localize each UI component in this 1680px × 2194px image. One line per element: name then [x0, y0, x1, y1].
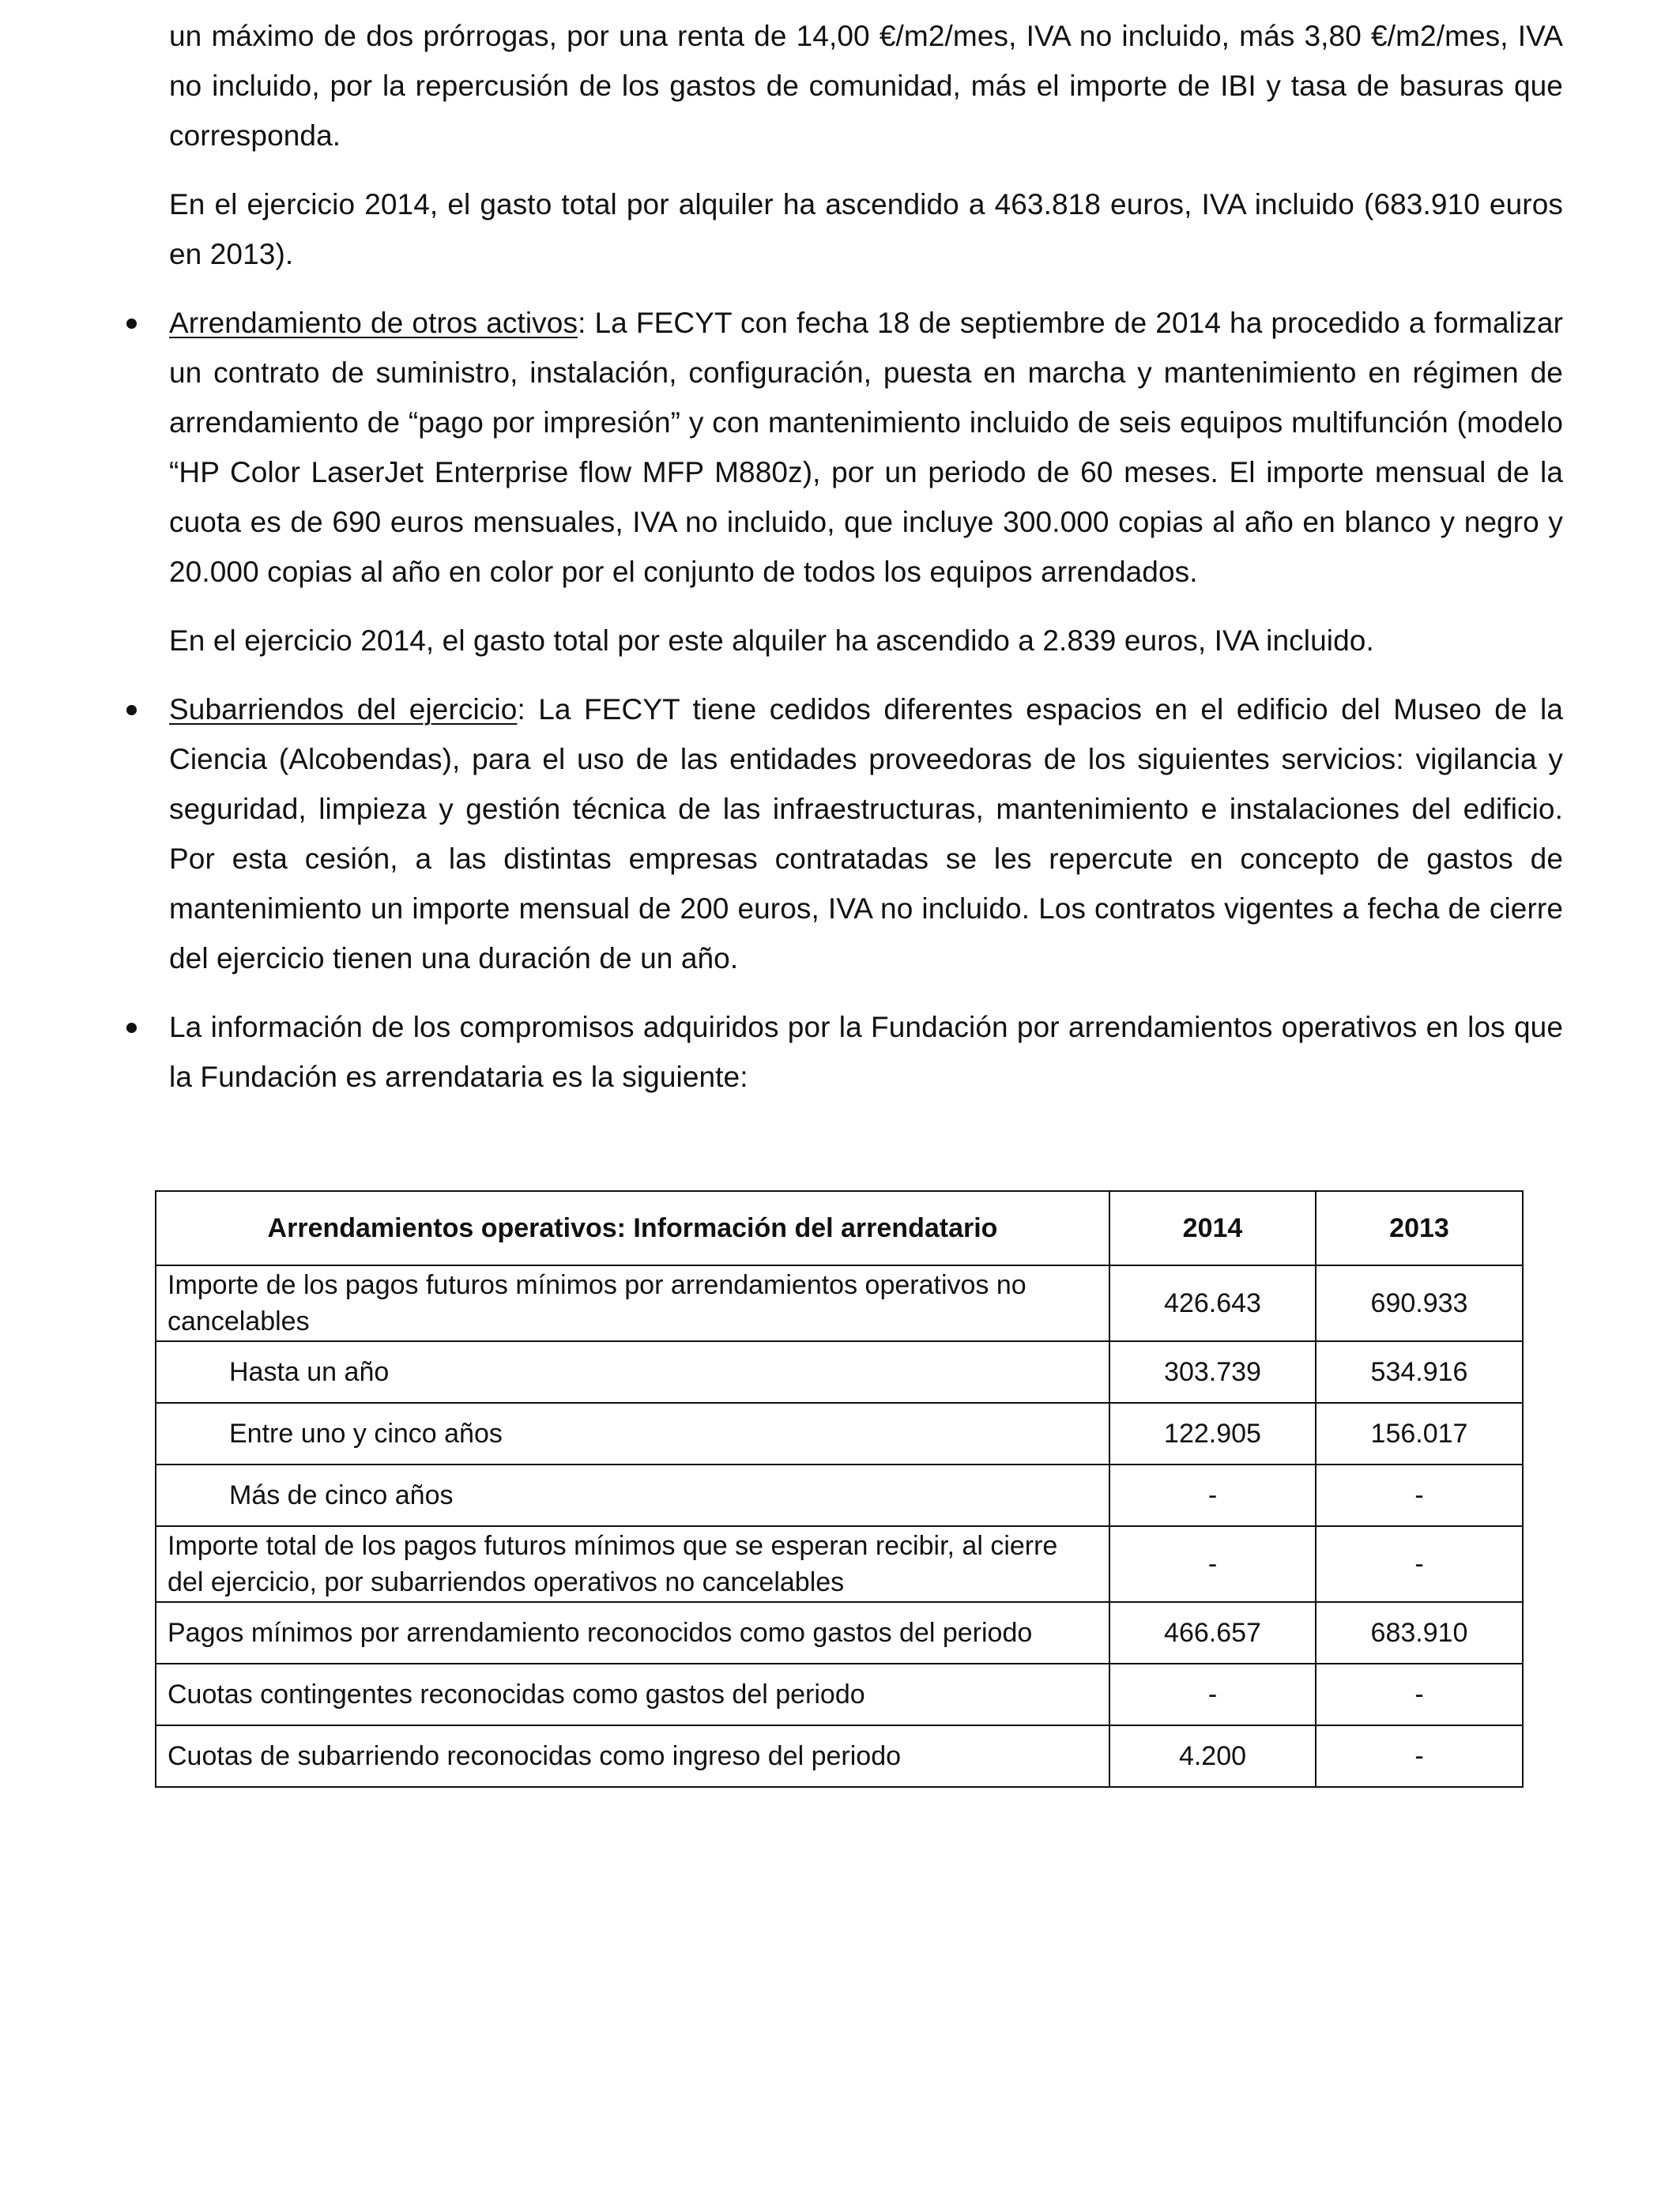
page-content [169, 11, 1563, 1102]
row-label: Importe total de los pagos futuros mínimos que se esperan recibir, al cierre del ejercicio, por subarriendos operativos no cancelables [156, 1526, 1109, 1602]
row-value-2014: 466.657 [1109, 1602, 1316, 1664]
row-value-2013: 690.933 [1316, 1265, 1523, 1341]
bullet-subleases-text [169, 684, 1563, 983]
row-value-2013: - [1316, 1725, 1523, 1787]
table-row [156, 1725, 1523, 1787]
bullet-icon [126, 1023, 137, 1033]
table-row [156, 1526, 1523, 1602]
table-row [156, 1664, 1523, 1725]
bullet-icon [126, 319, 137, 329]
row-value-2014: - [1109, 1664, 1316, 1725]
table-row [156, 1265, 1523, 1341]
row-label: Entre uno y cinco años [156, 1403, 1109, 1465]
header-year-2014: 2014 [1109, 1191, 1316, 1265]
row-value-2014: 4.200 [1109, 1725, 1316, 1787]
bullet-other-assets-body: : La FECYT con fecha 18 de septiembre de 2014 ha procedido a formalizar un contrato de suministro, instalación, configuración, puesta en marcha y mantenimiento en régimen de arrendamiento de “pago por impresión” y con mantenimiento incluido de seis equipos multifunción (modelo “HP Color LaserJet Enterprise flow MFP M880z), por un periodo de 60 meses. El importe mensual de la cuota es de 690 euros mensuales, IVA no incluido, que incluye 300.000 copias al año en blanco y negro y 20.000 copias al año en color por el conjunto de todos los equipos arrendados. [169, 307, 1563, 588]
bullet-commitments [169, 1002, 1563, 1102]
table-row [156, 1403, 1523, 1465]
header-label: Arrendamientos operativos: Información del arrendatario [156, 1191, 1109, 1265]
row-label: Pagos mínimos por arrendamiento reconocidos como gastos del periodo [156, 1602, 1109, 1664]
row-value-2013: - [1316, 1465, 1523, 1526]
paragraph-rent-expense: En el ejercicio 2014, el gasto total por alquiler ha ascendido a 463.818 euros, IVA incluido (683.910 euros en 2013). [169, 188, 1563, 270]
row-label: Cuotas contingentes reconocidas como gastos del periodo [156, 1664, 1109, 1725]
table-row [156, 1602, 1523, 1664]
row-label: Más de cinco años [156, 1465, 1109, 1526]
bullet-commitments-text: La información de los compromisos adquiridos por la Fundación por arrendamientos operativos en los que la Fundación es arrendataria es la siguiente: [169, 1011, 1563, 1093]
bullet-other-assets-title: Arrendamiento de otros activos [169, 307, 578, 339]
row-label: Importe de los pagos futuros mínimos por arrendamientos operativos no cancelables [156, 1265, 1109, 1341]
table-header-row [156, 1191, 1523, 1265]
header-year-2013: 2013 [1316, 1191, 1523, 1265]
bullet-subleases [169, 684, 1563, 983]
row-value-2014: 122.905 [1109, 1403, 1316, 1465]
paragraph-other-assets-expense: En el ejercicio 2014, el gasto total por este alquiler ha ascendido a 2.839 euros, IVA incluido. [169, 624, 1374, 657]
table-row [156, 1465, 1523, 1526]
row-value-2013: 156.017 [1316, 1403, 1523, 1465]
row-value-2013: 534.916 [1316, 1341, 1523, 1403]
row-value-2014: - [1109, 1526, 1316, 1602]
row-label: Hasta un año [156, 1341, 1109, 1403]
row-value-2014: 303.739 [1109, 1341, 1316, 1403]
row-value-2013: - [1316, 1526, 1523, 1602]
paragraph-lease-terms: un máximo de dos prórrogas, por una renta de 14,00 €/m2/mes, IVA no incluido, más 3,80 €/m2/mes, IVA no incluido, por la repercusión de los gastos de comunidad, más el importe de IBI y tasa de basuras que corresponda. [169, 20, 1563, 152]
bullet-other-assets [169, 298, 1563, 665]
bullet-icon [126, 705, 137, 715]
bullet-subleases-title: Subarriendos del ejercicio [169, 693, 518, 726]
row-value-2014: 426.643 [1109, 1265, 1316, 1341]
row-value-2013: 683.910 [1316, 1602, 1523, 1664]
lease-info-table [155, 1190, 1524, 1788]
bullet-other-assets-text [169, 298, 1563, 597]
bullet-subleases-body: : La FECYT tiene cedidos diferentes espacios en el edificio del Museo de la Ciencia (Alcobendas), para el uso de las entidades proveedoras de los siguientes servicios: vigilancia y seguridad, limpieza y gestión técnica de las infraestructuras, mantenimiento e instalaciones del edificio. Por esta cesión, a las distintas empresas contratadas se les repercute en concepto de gastos de mantenimiento un importe mensual de 200 euros, IVA no incluido. Los contratos vigentes a fecha de cierre del ejercicio tienen una duración de un año. [169, 693, 1563, 974]
row-value-2013: - [1316, 1664, 1523, 1725]
row-label: Cuotas de subarriendo reconocidas como ingreso del periodo [156, 1725, 1109, 1787]
row-value-2014: - [1109, 1465, 1316, 1526]
table-row [156, 1341, 1523, 1403]
